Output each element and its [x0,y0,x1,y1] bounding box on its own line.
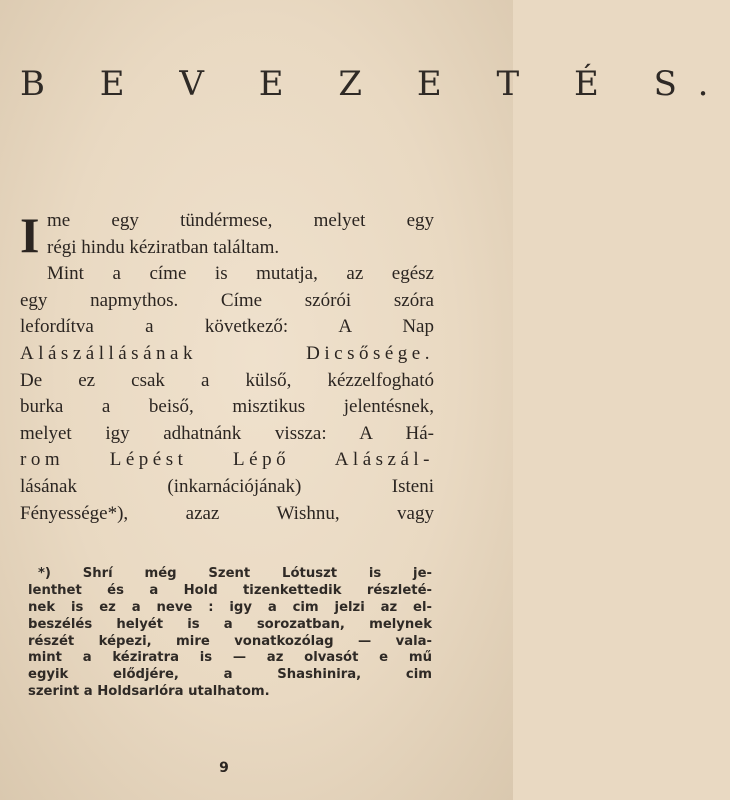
text-line: Alászállásának Dicsősége. [20,342,434,364]
text-line: lásának (inkarnációjának) Isteni [20,475,434,497]
footnote-line: beszélés helyét is a sorozatban, melynek [28,616,432,632]
text-line: lefordítva a következő: A Nap [20,316,434,338]
text-line: melyet igy adhatnánk vissza: A Há- [20,422,434,444]
chapter-title: B E V E Z E T É S. [20,64,730,104]
text-line: régi hindu kéziratban találtam. [47,236,280,258]
text-line: burka a beiső, misztikus jelentésnek, [20,396,434,418]
text-line: Fényessége*), azaz Wishnu, vagy [20,502,434,524]
footnote-line: lenthet és a Hold tizenkettedik részleté- [28,582,432,598]
footnote [28,566,432,701]
footnote-line: mint a kéziratra is — az olvasót e mű [28,650,432,666]
drop-cap: I [20,207,40,263]
text-line: me egy tündérmese, melyet egy [47,210,434,231]
footnote-line: nek is ez a neve : igy a cim jelzi az el- [28,599,432,615]
text-line: De ez csak a külső, kézzelfogható [20,369,434,391]
page-number: 9 [219,760,229,776]
footnote-line: egyik elődjére, a Shashinira, cim [28,667,432,683]
text-line: Mint a címe is mutatja, az egész [47,263,434,285]
text-line: egy napmythos. Címe szórói szóra [20,289,434,311]
main-paragraph [20,208,434,527]
footnote-line: részét képezi, mire vonatkozólag — vala- [28,633,432,649]
footnote-line: *) Shrí még Szent Lótuszt is je- [38,566,432,581]
footnote-line: szerint a Holdsarlóra utalhatom. [28,684,270,700]
text-line: rom Lépést Lépő Alászál- [20,449,434,471]
